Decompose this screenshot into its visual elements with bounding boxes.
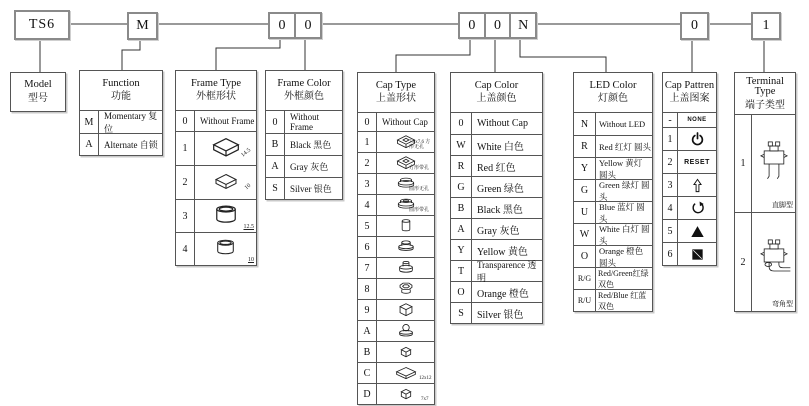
cap-color-title-zh: 上盖颜色 [476, 93, 517, 105]
row-code: W [574, 224, 596, 245]
table-row [358, 152, 434, 173]
small-square-cap-icon [394, 386, 418, 403]
row-code: R [574, 136, 596, 157]
table-row [451, 260, 542, 281]
dimension-label: 12.5 [243, 224, 254, 230]
function-title-zh: 功能 [111, 91, 131, 103]
led-color-title-en: LED Color [589, 79, 637, 91]
row-code: 1 [176, 132, 195, 165]
table-row [358, 131, 434, 152]
frame-color-header [266, 71, 342, 111]
cap-color-title-en: Cap Color [474, 79, 519, 91]
table-row [176, 131, 256, 165]
row-code: W [451, 135, 472, 155]
cap-pattern-title-zh: 上盖图案 [669, 93, 710, 105]
row-note: 7.6x7.6 方形无孔 [409, 139, 431, 151]
row-code: 2 [358, 153, 377, 173]
row-code: 0 [451, 113, 472, 134]
row-label: Blue 蓝灯 圆头 [599, 201, 645, 224]
row-code: D [358, 384, 377, 404]
column-model [10, 72, 66, 112]
row-code: 3 [663, 174, 678, 196]
row-code: 4 [663, 197, 678, 219]
bent-pin-switch-icon [756, 229, 792, 295]
table-row [574, 157, 652, 179]
table-row [358, 341, 434, 362]
table-row [80, 111, 162, 133]
row-code: 2 [735, 213, 752, 311]
row-code: 5 [663, 220, 678, 242]
terminal-title-zh: 端子类型 [745, 99, 785, 111]
row-code: A [80, 134, 99, 155]
row-code: 6 [663, 243, 678, 265]
row-code: G [574, 180, 596, 201]
terminal-title-en: Terminal Type [746, 75, 784, 97]
row-label: Silver 银色 [477, 309, 524, 321]
row-label: Without Cap [477, 118, 528, 129]
table-row [735, 212, 795, 311]
row-code: G [451, 177, 472, 197]
table-row [451, 176, 542, 197]
code-model: TS6 [28, 17, 56, 32]
code-box-pattern [680, 12, 709, 40]
dimension-label: 14.5 [239, 147, 252, 159]
code-frame-color: 0 [294, 14, 320, 37]
code-box-model [14, 10, 70, 40]
frame-type-header [176, 71, 256, 111]
power-icon [690, 132, 705, 147]
frame-type-title-zh: 外框形状 [196, 91, 236, 103]
table-row [266, 133, 342, 155]
function-header [80, 71, 162, 111]
led-color-title-zh: 灯颜色 [598, 93, 628, 105]
round-frame-cap-icon [210, 204, 242, 229]
table-row [358, 113, 434, 131]
row-code: R [451, 156, 472, 176]
row-label: Green 绿色 [477, 183, 524, 195]
cube-cap-icon [394, 302, 418, 319]
row-note: 方形带孔 [409, 166, 430, 172]
row-code: T [451, 261, 472, 281]
dimension-label: 10 [243, 182, 253, 192]
column-terminal [734, 72, 796, 312]
terminal-zh-label: 弯角型 [772, 300, 793, 308]
table-row [176, 165, 256, 199]
column-frame-color [265, 70, 343, 200]
column-cap-pattern [662, 72, 717, 266]
two-tier-round-cap-icon [394, 260, 418, 277]
table-row [358, 173, 434, 194]
row-code: 0 [358, 113, 377, 131]
row-note: 圆形带孔 [409, 208, 430, 214]
row-label: Gray 灰色 [290, 162, 329, 172]
none-label: NONE [687, 117, 707, 123]
cap-type-title-zh: 上盖形状 [376, 93, 416, 105]
row-code: - [663, 113, 678, 127]
rotate-arrow-icon [690, 201, 705, 216]
column-frame-type [175, 70, 257, 266]
row-code: C [358, 363, 377, 383]
table-row [451, 197, 542, 218]
table-row [663, 127, 716, 150]
row-label: Red/Blue 红蓝双色 [598, 290, 647, 311]
table-row [663, 150, 716, 173]
row-note: 12x12 [419, 376, 432, 382]
cap-pattern-title-en: Cap Pattren [664, 79, 715, 91]
row-code: O [574, 246, 596, 267]
cap-color-header [451, 73, 542, 113]
row-code: 8 [358, 279, 377, 299]
up-arrow-icon [690, 178, 705, 193]
row-code: S [451, 303, 472, 323]
table-row [574, 135, 652, 157]
code-cap-pattern: 0 [691, 18, 698, 33]
column-led-color [573, 72, 653, 312]
table-row [451, 302, 542, 323]
table-row [358, 383, 434, 404]
row-label: Green 绿灯 圆头 [599, 179, 650, 202]
row-label: Without Cap [382, 117, 428, 127]
table-row [451, 281, 542, 302]
table-row [358, 215, 434, 236]
row-code: 3 [358, 174, 377, 194]
row-code: A [266, 156, 285, 177]
row-note: 7x7 [421, 397, 429, 403]
code-led-color: N [509, 14, 535, 37]
row-code: Y [574, 158, 596, 179]
row-code: 4 [176, 233, 195, 265]
table-row [663, 173, 716, 196]
model-title-en: Model [24, 79, 52, 91]
table-row [451, 113, 542, 134]
table-row [574, 289, 652, 311]
row-label: Without LED [599, 119, 646, 129]
table-row [176, 111, 256, 131]
row-label: Alternate 自锁 [104, 140, 158, 150]
dimension-label: 10 [248, 257, 254, 263]
row-label: Gray 灰色 [477, 225, 520, 237]
row-code: 0 [266, 111, 285, 133]
row-label: Momentary 复位 [104, 111, 158, 134]
row-code: R/U [574, 290, 596, 311]
code-cap-color: 0 [484, 14, 510, 37]
table-row [266, 177, 342, 199]
row-code: 7 [358, 258, 377, 278]
table-row [358, 194, 434, 215]
table-row [663, 219, 716, 242]
row-code: 1 [358, 132, 377, 152]
row-code: S [266, 178, 285, 199]
cylinder-cap-icon [394, 218, 418, 235]
round-knob-cap-icon [394, 323, 418, 340]
flat-square-cap-icon [394, 365, 418, 382]
model-title-zh: 型号 [28, 92, 48, 104]
square-frame-keycap-icon [210, 136, 242, 161]
row-label: Red 红灯 圆头 [599, 141, 651, 152]
reset-label: RESET [684, 158, 710, 166]
round-frame-cap-small-icon [212, 238, 239, 260]
small-cube-cap-icon [394, 344, 418, 361]
table-row [266, 111, 342, 133]
row-code: Y [451, 240, 472, 260]
table-row [358, 299, 434, 320]
cap-type-header [358, 73, 434, 113]
straight-pin-switch-icon [756, 131, 792, 197]
frame-type-title-en: Frame Type [190, 77, 242, 89]
row-label: Red 红色 [477, 162, 516, 174]
row-code: R/G [574, 268, 596, 289]
row-code: 1 [735, 115, 752, 212]
row-code: 6 [358, 237, 377, 257]
row-code: 1 [663, 128, 678, 150]
row-label: Yellow 黄灯 圆头 [599, 157, 643, 180]
frame-color-title-zh: 外框颜色 [284, 91, 324, 103]
row-code: B [266, 134, 285, 155]
table-row [663, 196, 716, 219]
table-row [358, 278, 434, 299]
table-row [451, 134, 542, 155]
row-code: 3 [176, 200, 195, 232]
row-label: Without Frame [200, 116, 255, 126]
table-row [574, 267, 652, 289]
table-row [176, 232, 256, 265]
code-function: M [136, 18, 149, 33]
row-code: A [358, 321, 377, 341]
terminal-header [735, 73, 795, 115]
cap-type-title-en: Cap Type [375, 79, 417, 91]
cap-pattern-header [663, 73, 716, 113]
table-row [358, 236, 434, 257]
terminal-zh-label: 直脚型 [772, 201, 793, 209]
table-row [266, 155, 342, 177]
column-cap-type [357, 72, 435, 405]
column-function [79, 70, 163, 156]
row-code: U [574, 202, 596, 223]
row-code: 2 [663, 151, 678, 173]
code-terminal: 1 [762, 18, 770, 33]
table-row [451, 155, 542, 176]
row-note: 圆形无孔 [409, 187, 430, 193]
code-box-terminal [751, 12, 781, 40]
code-frame-type: 0 [278, 17, 286, 33]
row-code: 0 [176, 111, 195, 131]
row-label: Black 黑色 [477, 204, 523, 216]
row-label: Without Frame [290, 112, 320, 132]
column-cap-color [450, 72, 543, 324]
row-label: Black 黑色 [290, 140, 332, 150]
table-row [663, 113, 716, 127]
row-code: B [358, 342, 377, 362]
row-label: Red/Green红绿双色 [598, 268, 649, 289]
row-code: N [574, 113, 596, 135]
triangle-icon [690, 224, 705, 239]
table-row [574, 223, 652, 245]
square-frame-keycap-small-icon [213, 172, 239, 193]
code-cap-type: 0 [468, 17, 476, 33]
table-row [574, 245, 652, 267]
octagonal-cap-icon [394, 281, 418, 298]
function-title-en: Function [102, 77, 140, 89]
table-row [80, 133, 162, 155]
frame-color-title-en: Frame Color [277, 77, 331, 89]
row-code: 2 [176, 166, 195, 199]
table-row [358, 320, 434, 341]
led-color-header [574, 73, 652, 113]
row-code: 4 [358, 195, 377, 215]
table-row [574, 201, 652, 223]
code-box-frame [268, 12, 322, 39]
row-label: Transparence 透明 [477, 260, 537, 283]
row-code: B [451, 198, 472, 218]
row-label: Yellow 黄色 [477, 246, 528, 258]
flanged-cylinder-cap-icon [394, 239, 418, 256]
row-code: 5 [358, 216, 377, 236]
table-row [451, 239, 542, 260]
code-box-function [127, 12, 158, 40]
row-code: M [80, 111, 99, 133]
row-label: Silver 银色 [290, 184, 332, 194]
row-code: 9 [358, 300, 377, 320]
row-label: White 白色 [477, 141, 524, 153]
table-row [358, 362, 434, 383]
filled-square-icon [690, 247, 705, 262]
table-row [451, 218, 542, 239]
table-row [663, 242, 716, 265]
row-code: A [451, 219, 472, 239]
table-row [176, 199, 256, 232]
table-row [574, 113, 652, 135]
table-row [574, 179, 652, 201]
row-label: White 白灯 圆头 [599, 223, 650, 246]
table-row [735, 115, 795, 212]
code-box-cap [458, 12, 537, 39]
row-code: O [451, 282, 472, 302]
table-row [358, 257, 434, 278]
row-label: Orange 橙色 圆头 [599, 245, 644, 268]
row-label: Orange 橙色 [477, 288, 529, 300]
model-header [11, 73, 65, 111]
